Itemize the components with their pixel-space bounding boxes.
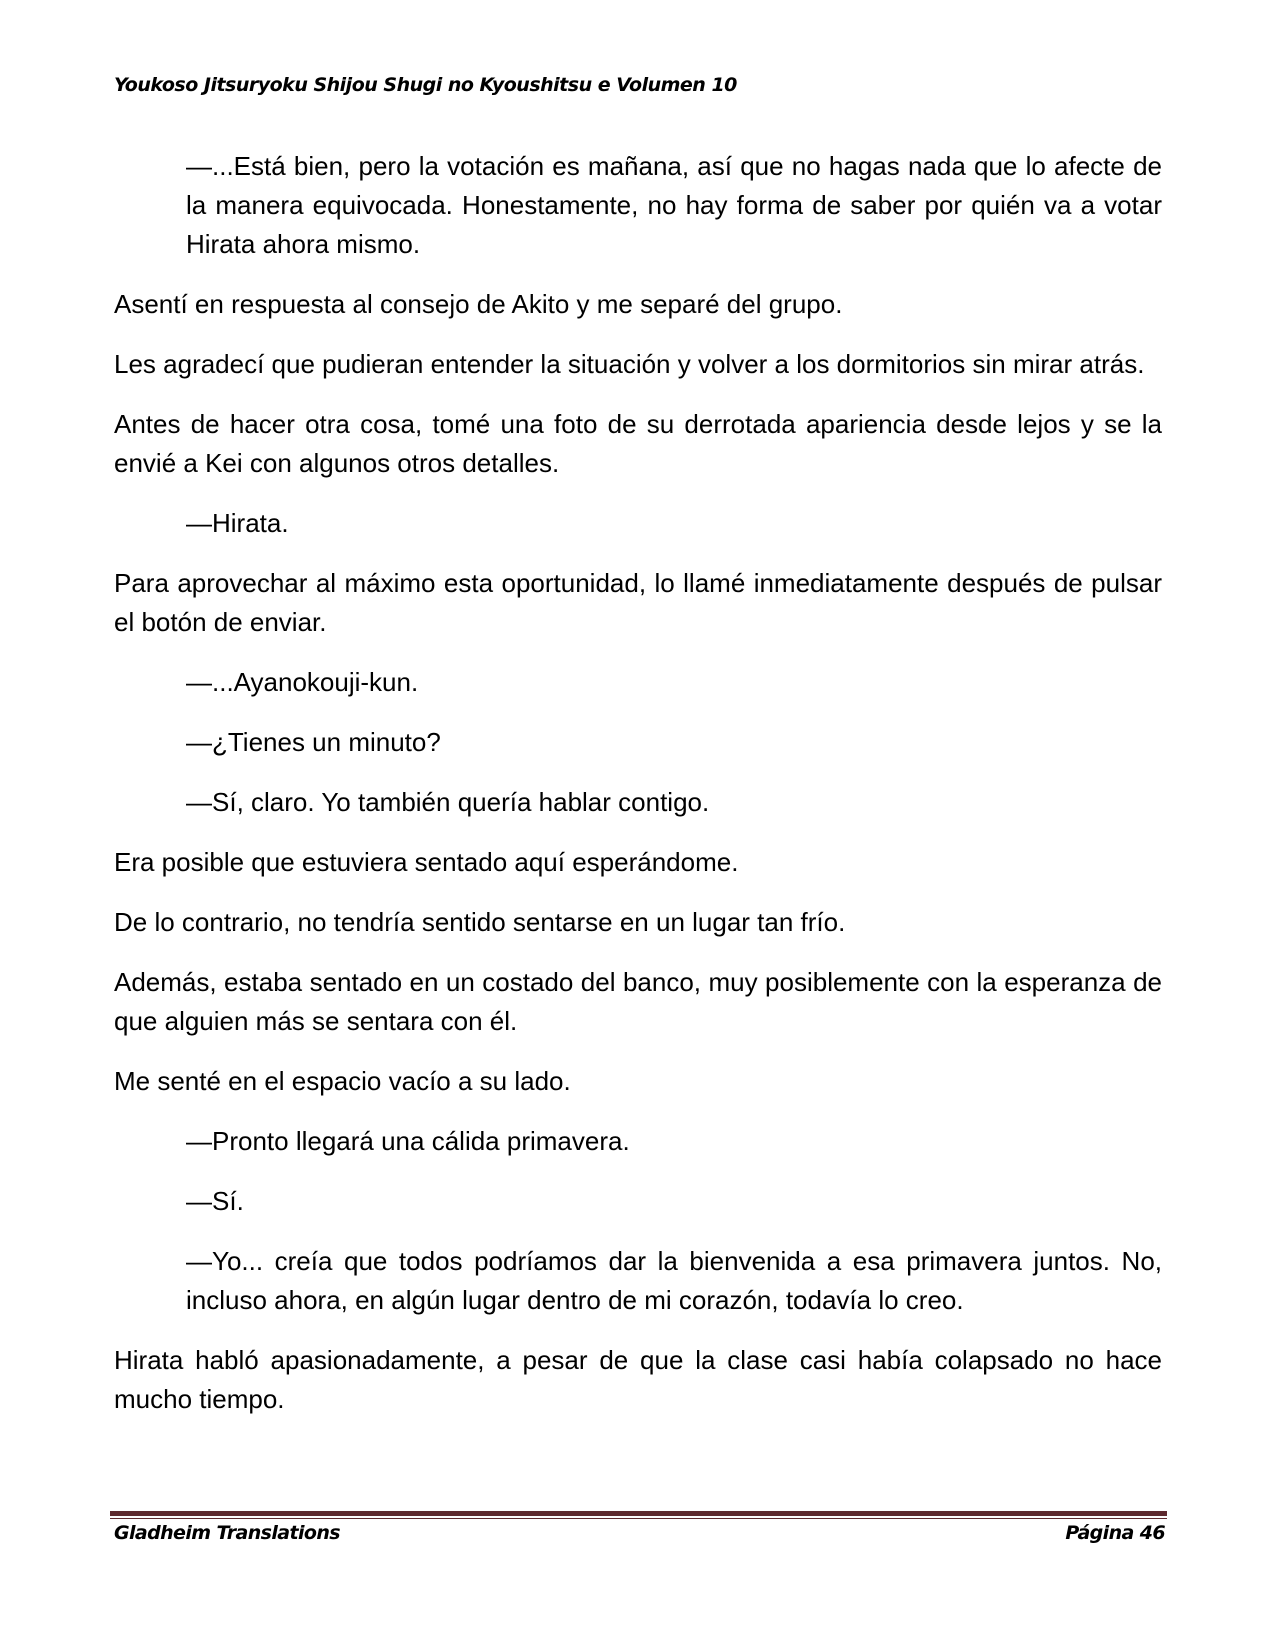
- narration-paragraph: Era posible que estuviera sentado aquí esperándome.: [114, 847, 739, 877]
- narration-paragraph: Les agradecí que pudieran entender la situación y volver a los dormitorios sin mirar atrás.: [114, 349, 1145, 379]
- footer-divider: [110, 1511, 1167, 1519]
- footer-divider-thick: [110, 1511, 1167, 1516]
- page-body: [114, 147, 1162, 1440]
- narration-paragraph: Me senté en el espacio vacío a su lado.: [114, 1066, 571, 1096]
- footer-publisher: Gladheim Translations: [114, 1522, 340, 1544]
- narration-paragraph: Asentí en respuesta al consejo de Akito y me separé del grupo.: [114, 289, 843, 319]
- narration-paragraph: Hirata habló apasionadamente, a pesar de que la clase casi había colapsado no hace mucho tiempo.: [114, 1345, 1162, 1414]
- dialogue-paragraph: —Yo... creía que todos podríamos dar la bienvenida a esa primavera juntos. No, incluso ahora, en algún lugar dentro de mi corazón, todavía lo creo.: [186, 1246, 1162, 1315]
- narration-paragraph: Para aprovechar al máximo esta oportunidad, lo llamé inmediatamente después de pulsar el botón de enviar.: [114, 568, 1162, 637]
- dialogue-paragraph: —...Ayanokouji-kun.: [186, 667, 419, 697]
- footer-page-number: Página 46: [1065, 1522, 1165, 1544]
- narration-paragraph: De lo contrario, no tendría sentido sentarse en un lugar tan frío.: [114, 907, 846, 937]
- dialogue-paragraph: —Sí, claro. Yo también quería hablar contigo.: [186, 787, 710, 817]
- dialogue-paragraph: —Sí.: [186, 1186, 244, 1216]
- footer-divider-thin: [110, 1518, 1167, 1519]
- dialogue-paragraph: —Pronto llegará una cálida primavera.: [186, 1126, 630, 1156]
- narration-paragraph: Además, estaba sentado en un costado del banco, muy posiblemente con la esperanza de que alguien más se sentara con él.: [114, 967, 1162, 1036]
- dialogue-paragraph: —¿Tienes un minuto?: [186, 727, 441, 757]
- running-header: Youkoso Jitsuryoku Shijou Shugi no Kyoushitsu e Volumen 10: [114, 74, 737, 96]
- dialogue-paragraph: —...Está bien, pero la votación es mañana, así que no hagas nada que lo afecte de la manera equivocada. Honestamente, no hay forma de saber por quién va a votar Hirata ahora mismo.: [186, 151, 1162, 259]
- dialogue-paragraph: —Hirata.: [186, 508, 289, 538]
- narration-paragraph: Antes de hacer otra cosa, tomé una foto de su derrotada apariencia desde lejos y se la envié a Kei con algunos otros detalles.: [114, 409, 1162, 478]
